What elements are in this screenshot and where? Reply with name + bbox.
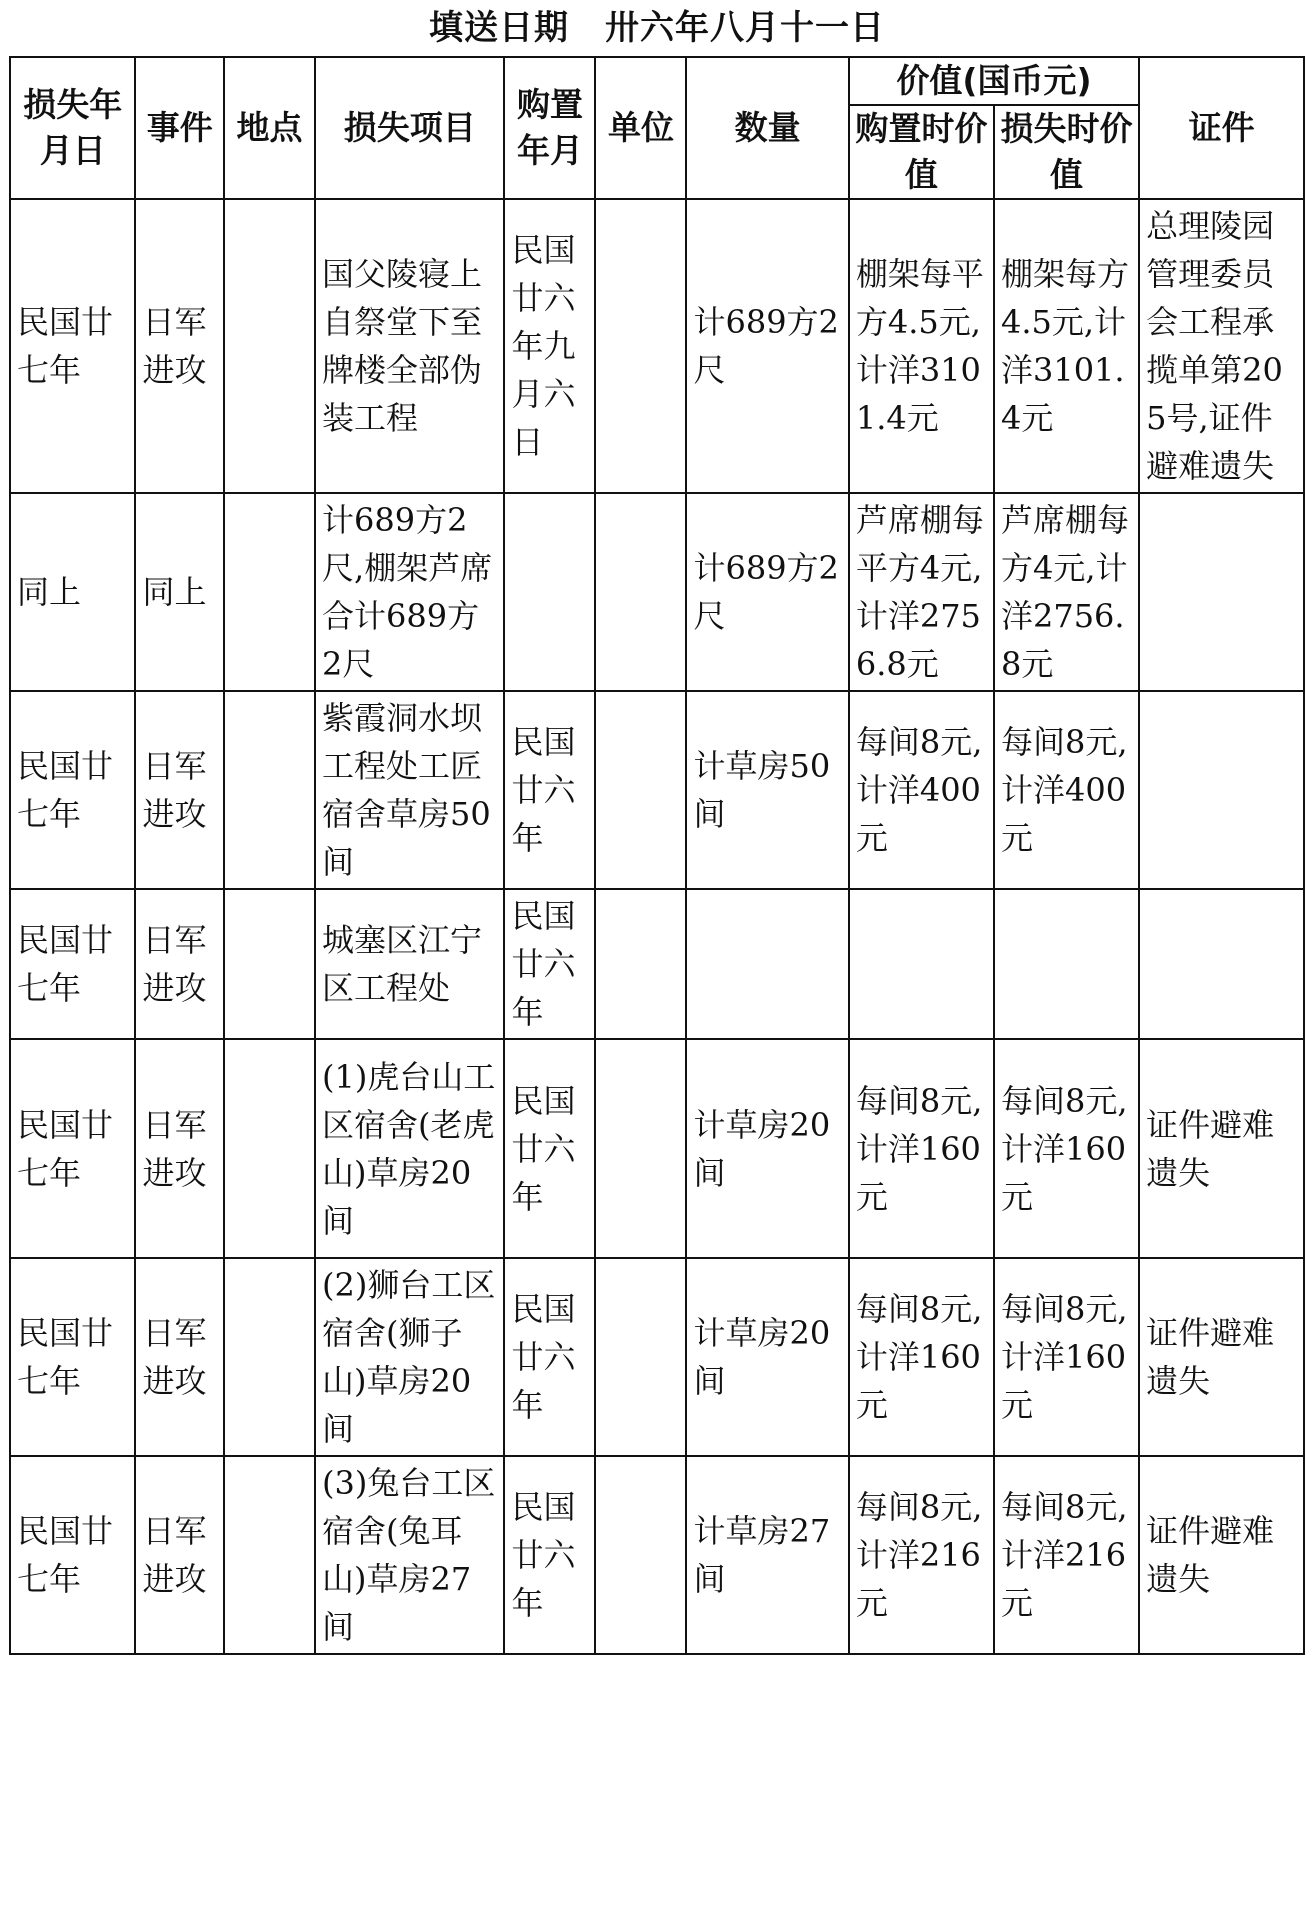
header-place: 地点: [224, 57, 315, 199]
cell-unit: [595, 1456, 686, 1654]
table-header: [10, 57, 1304, 199]
cell-item: (1)虎台山工区宿舍(老虎山)草房20间: [315, 1039, 504, 1258]
cell-purchase-date: [504, 493, 595, 691]
cell-quantity: 计689方2尺: [686, 493, 848, 691]
fill-date-value: 卅六年八月十一日: [605, 8, 885, 48]
cell-value-at-loss: 棚架每方4.5元,计洋3101.4元: [994, 199, 1139, 493]
cell-quantity: [686, 889, 848, 1039]
header-value-at-purchase: 购置时价值: [849, 105, 994, 199]
header-value-at-loss: 损失时价值: [994, 105, 1139, 199]
header-event: 事件: [135, 57, 224, 199]
cell-certificate: 证件避难遗失: [1139, 1456, 1304, 1654]
cell-purchase-date: 民国廿六年九月六日: [504, 199, 595, 493]
cell-item: 城塞区江宁区工程处: [315, 889, 504, 1039]
cell-quantity: 计草房27间: [686, 1456, 848, 1654]
cell-unit: [595, 1258, 686, 1456]
cell-certificate: [1139, 889, 1304, 1039]
cell-value-at-loss: [994, 889, 1139, 1039]
cell-place: [224, 199, 315, 493]
header-loss-date: 损失年月日: [10, 57, 135, 199]
cell-value-at-loss: 芦席棚每方4元,计洋2756.8元: [994, 493, 1139, 691]
cell-place: [224, 493, 315, 691]
cell-purchase-date: 民国廿六年: [504, 889, 595, 1039]
cell-value-at-purchase: 每间8元,计洋400元: [849, 691, 994, 889]
cell-value-at-purchase: 每间8元,计洋160元: [849, 1039, 994, 1258]
fill-date-label: 填送日期: [429, 8, 569, 48]
cell-place: [224, 889, 315, 1039]
cell-value-at-loss: 每间8元,计洋400元: [994, 691, 1139, 889]
cell-place: [224, 1456, 315, 1654]
cell-event: 日军进攻: [135, 889, 224, 1039]
header-purchase-date: 购置年月: [504, 57, 595, 199]
cell-item: 计689方2尺,棚架芦席合计689方2尺: [315, 493, 504, 691]
table-row: [10, 691, 1304, 889]
cell-loss-date: 民国廿七年: [10, 199, 135, 493]
cell-certificate: 证件避难遗失: [1139, 1258, 1304, 1456]
header-quantity: 数量: [686, 57, 848, 199]
cell-item: (2)狮台工区宿舍(狮子山)草房20间: [315, 1258, 504, 1456]
cell-item: 紫霞洞水坝工程处工匠宿舍草房50间: [315, 691, 504, 889]
cell-value-at-purchase: 芦席棚每平方4元,计洋2756.8元: [849, 493, 994, 691]
cell-value-at-purchase: 每间8元,计洋216元: [849, 1456, 994, 1654]
table-row: [10, 1258, 1304, 1456]
header-certificate: 证件: [1139, 57, 1304, 199]
cell-loss-date: 民国廿七年: [10, 1456, 135, 1654]
cell-place: [224, 1039, 315, 1258]
cell-unit: [595, 691, 686, 889]
cell-item: (3)兔台工区宿舍(兔耳山)草房27间: [315, 1456, 504, 1654]
cell-value-at-purchase: 棚架每平方4.5元,计洋3101.4元: [849, 199, 994, 493]
cell-quantity: 计草房20间: [686, 1258, 848, 1456]
cell-event: 日军进攻: [135, 691, 224, 889]
cell-unit: [595, 1039, 686, 1258]
cell-loss-date: 民国廿七年: [10, 691, 135, 889]
cell-place: [224, 1258, 315, 1456]
cell-certificate: [1139, 691, 1304, 889]
cell-loss-date: 民国廿七年: [10, 1039, 135, 1258]
cell-place: [224, 691, 315, 889]
cell-unit: [595, 199, 686, 493]
cell-quantity: 计689方2尺: [686, 199, 848, 493]
cell-certificate: [1139, 493, 1304, 691]
cell-loss-date: 民国廿七年: [10, 1258, 135, 1456]
cell-value-at-loss: 每间8元,计洋160元: [994, 1039, 1139, 1258]
table-row: [10, 199, 1304, 493]
cell-purchase-date: 民国廿六年: [504, 1258, 595, 1456]
cell-value-at-loss: 每间8元,计洋216元: [994, 1456, 1139, 1654]
fill-date-heading: [0, 6, 1314, 50]
cell-unit: [595, 493, 686, 691]
table-row: [10, 493, 1304, 691]
cell-loss-date: 民国廿七年: [10, 889, 135, 1039]
cell-event: 日军进攻: [135, 199, 224, 493]
table-row: [10, 1039, 1304, 1258]
cell-purchase-date: 民国廿六年: [504, 691, 595, 889]
cell-event: 同上: [135, 493, 224, 691]
header-value-group: 价值(国币元): [849, 57, 1139, 105]
cell-value-at-purchase: [849, 889, 994, 1039]
cell-purchase-date: 民国廿六年: [504, 1039, 595, 1258]
cell-purchase-date: 民国廿六年: [504, 1456, 595, 1654]
cell-quantity: 计草房50间: [686, 691, 848, 889]
table-body: [10, 199, 1304, 1654]
table-row: [10, 889, 1304, 1039]
cell-event: 日军进攻: [135, 1258, 224, 1456]
cell-value-at-purchase: 每间8元,计洋160元: [849, 1258, 994, 1456]
cell-certificate: 证件避难遗失: [1139, 1039, 1304, 1258]
cell-loss-date: 同上: [10, 493, 135, 691]
cell-event: 日军进攻: [135, 1039, 224, 1258]
cell-certificate: 总理陵园管理委员会工程承揽单第205号,证件避难遗失: [1139, 199, 1304, 493]
cell-quantity: 计草房20间: [686, 1039, 848, 1258]
cell-unit: [595, 889, 686, 1039]
table-row: [10, 1456, 1304, 1654]
header-item: 损失项目: [315, 57, 504, 199]
loss-table: [9, 56, 1305, 1655]
cell-value-at-loss: 每间8元,计洋160元: [994, 1258, 1139, 1456]
cell-item: 国父陵寝上自祭堂下至牌楼全部伪装工程: [315, 199, 504, 493]
header-unit: 单位: [595, 57, 686, 199]
cell-event: 日军进攻: [135, 1456, 224, 1654]
